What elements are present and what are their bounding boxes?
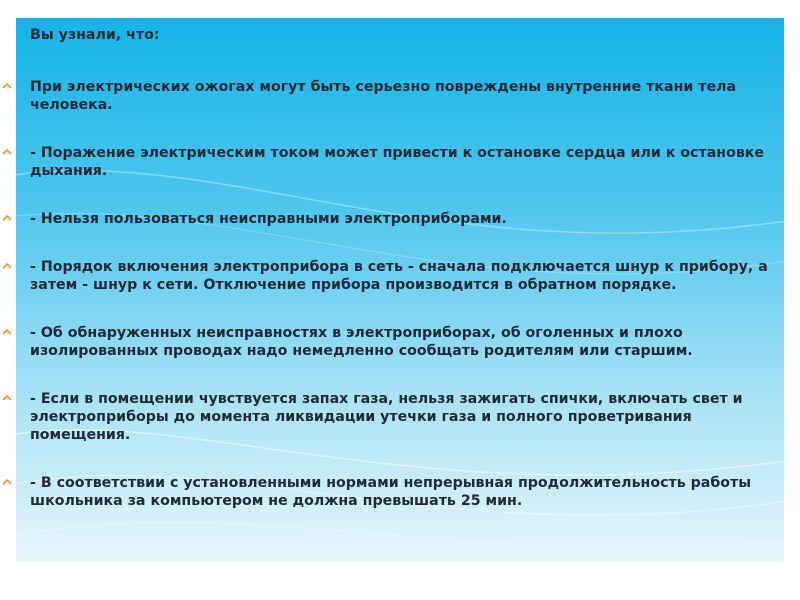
- bullet-icon: [2, 324, 12, 342]
- list-item-text: - Об обнаруженных неисправностях в электроприборах, об оголенных и плохо изолированных проводах надо немедленно сообщать родителям или старшим.: [30, 325, 693, 359]
- bullet-icon: [2, 144, 12, 162]
- list-item-text: - Если в помещении чувствуется запах газа, нельзя зажигать спички, включать свет и электроприборы до момента ликвидации утечки газа и полного проветривания помещения.: [30, 391, 743, 443]
- bullet-icon: [2, 78, 12, 96]
- list-item-text: - Порядок включения электроприбора в сеть - сначала подключается шнур к прибору, а затем - шнур к сети. Отключение прибора производится в обратном порядке.: [30, 259, 768, 293]
- bullet-icon: [2, 390, 12, 408]
- list-item: [30, 474, 786, 510]
- list-item-text: - В соответствии с установленными нормами непрерывная продолжительность работы школьника за компьютером не должна превышать 25 мин.: [30, 475, 752, 509]
- slide-heading: Вы узнали, что:: [30, 27, 160, 43]
- bullet-icon: [2, 258, 12, 276]
- list-item-text: - Нельзя пользоваться неисправными электроприборами.: [30, 211, 507, 227]
- bullet-icon: [2, 210, 12, 228]
- list-item: [30, 324, 786, 360]
- slide-content: [30, 26, 786, 540]
- list-item: [30, 210, 786, 228]
- list-item: [30, 390, 786, 444]
- list-item-text: При электрических ожогах могут быть серьезно повреждены внутренние ткани тела человека.: [30, 79, 737, 113]
- list-item: [30, 144, 786, 180]
- bullet-icon: [2, 474, 12, 492]
- list-item: [30, 258, 786, 294]
- list-item-text: - Поражение электрическим током может привести к остановке сердца или к остановке дыхания.: [30, 145, 765, 179]
- list-item: [30, 78, 786, 114]
